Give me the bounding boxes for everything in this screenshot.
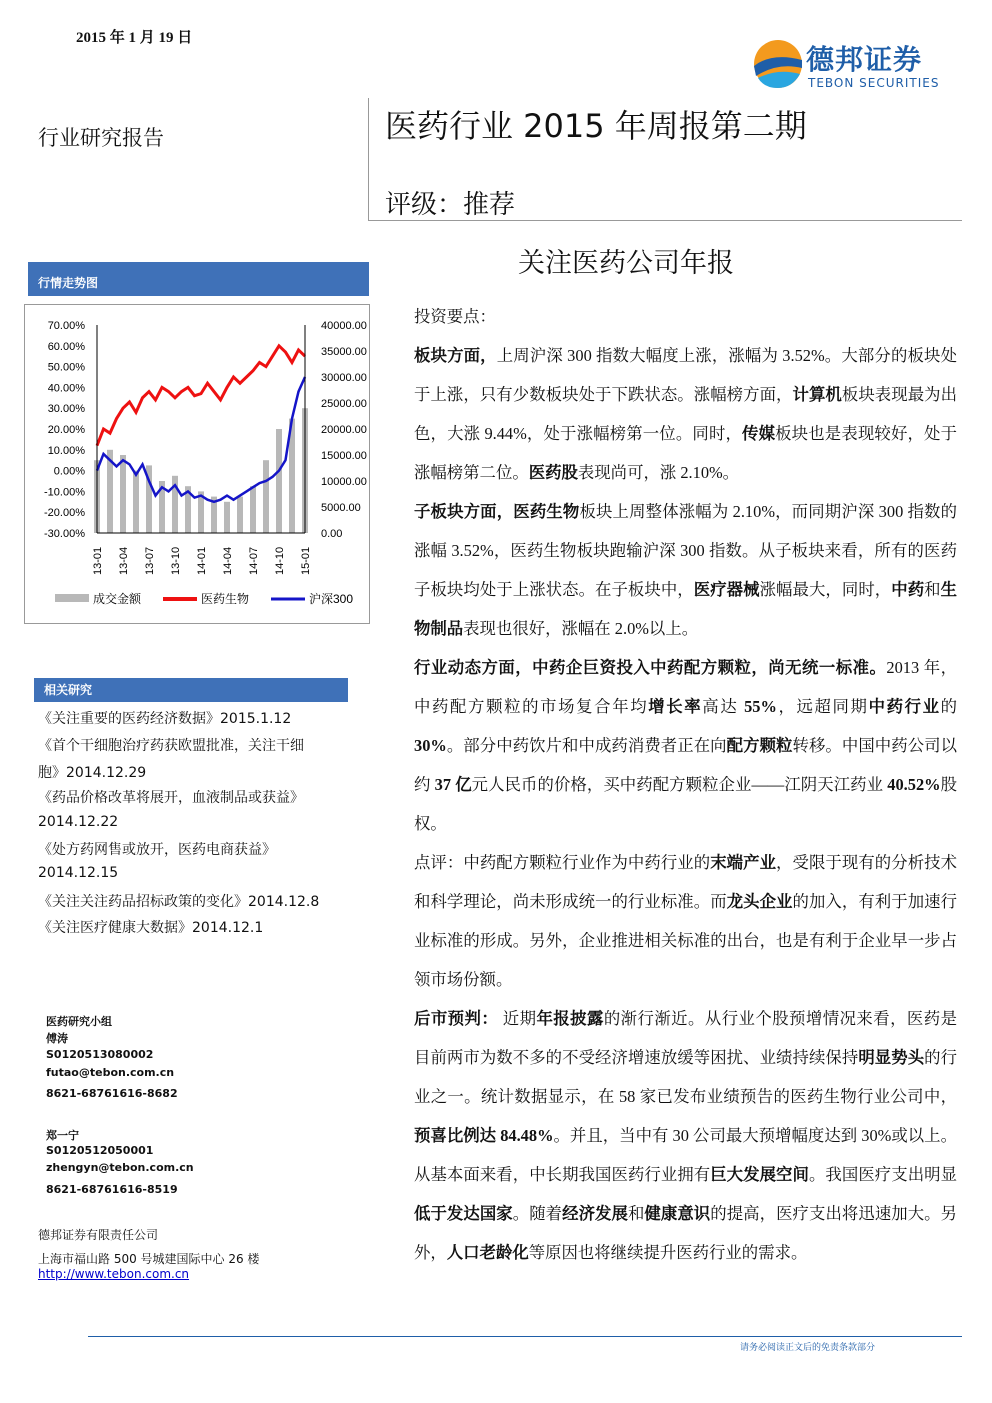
brand-name-cn: 德邦证券: [806, 43, 923, 76]
footer-divider: [88, 1336, 962, 1337]
bold-text: 37 亿: [434, 775, 472, 794]
body-paragraph-comment: [379, 843, 957, 999]
bold-text: 子板块方面，: [414, 502, 514, 521]
text: 。我国医疗支出明显: [808, 1165, 958, 1184]
bold-text: 健康意识: [644, 1204, 711, 1223]
report-date: 2015 年 1 月 19 日: [76, 30, 193, 46]
body-paragraph-industry: [379, 648, 957, 843]
x-tick-label: 14-04: [222, 546, 234, 575]
y-right-tick-label: 30000.00: [321, 372, 367, 384]
tebon-logo-icon: [752, 38, 804, 90]
x-tick-label: 14-01: [196, 546, 208, 575]
text: ，受限于现有的分析技术和科学理论，尚未形成统一的行业标准。而: [414, 853, 958, 911]
x-tick-label: 13-10: [170, 546, 182, 575]
company-name: 德邦证券有限责任公司: [38, 1228, 159, 1242]
brand-name-en: TEBON SECURITIES: [808, 76, 940, 90]
market-trend-chart: [24, 304, 370, 624]
bold-text: 龙头企业: [726, 892, 793, 911]
volume-bar: [133, 471, 139, 533]
analyst-name: 郑一宁: [46, 1129, 79, 1142]
volume-bar: [120, 455, 126, 533]
analyst-name: 傅涛: [46, 1032, 68, 1045]
report-subtitle: 关注医药公司年报: [518, 248, 734, 279]
y-right-tick-label: 25000.00: [321, 398, 367, 410]
bold-text: 预喜比例达 84.48%: [414, 1126, 554, 1145]
analyst-phone: 8621-68761616-8682: [46, 1087, 178, 1100]
y-left-tick-label: 20.00%: [47, 424, 85, 436]
text: 近期: [498, 1009, 537, 1028]
company-address: 上海市福山路 500 号城建国际中心 26 楼: [38, 1252, 260, 1266]
bold-text: 行业动态方面，中药企巨资投入中药配方颗粒，尚无统一标准。: [414, 658, 887, 677]
text: 的加入，有利于加速行业标准的形成。另外，企业推进相关标准的出台，也是有利于企业早一步占领市场份额。: [414, 892, 958, 989]
bold-text: 医药生物: [513, 502, 580, 521]
text: 的行业之一。统计数据显示，在 58 家已发布业绩预告的医药生物行业公司中，: [414, 1048, 958, 1106]
text: 元人民币的价格，买中药配方颗粒企业——江阴天江药业: [471, 775, 888, 794]
series-line-csi300: [97, 377, 305, 502]
related-item[interactable]: 2014.12.15: [38, 865, 119, 881]
company-website-link[interactable]: http://www.tebon.com.cn: [38, 1267, 190, 1281]
bold-text: 医药股: [528, 463, 578, 482]
volume-bar: [250, 486, 256, 533]
x-tick-label: 13-04: [118, 546, 130, 575]
bold-text: 巨大发展空间: [710, 1165, 809, 1184]
y-left-tick-label: -30.00%: [44, 528, 85, 540]
y-right-tick-label: 0.00: [321, 528, 343, 540]
text: 的渐行渐近。从行业个股预增情况来看，医药是目前两市为数不多的不受经济增速放缓等困扰、业绩持续保持: [414, 1009, 958, 1067]
related-item[interactable]: 胞》2014.12.29: [38, 765, 147, 781]
related-item[interactable]: 《关注医疗健康大数据》2014.12.1: [38, 920, 264, 936]
footer-disclaimer: 请务必阅读正文后的免责条款部分: [740, 1343, 876, 1353]
bold-text: 年报披露: [536, 1009, 604, 1028]
related-research-heading: 相关研究: [34, 678, 348, 702]
y-left-tick-label: 50.00%: [47, 361, 85, 374]
y-left-tick-label: 70.00%: [47, 320, 85, 332]
volume-bar: [276, 429, 282, 533]
investment-points-label: 投资要点：: [414, 307, 496, 326]
rating: 评级：推荐: [385, 190, 516, 220]
text: 的: [940, 697, 958, 716]
text: 涨幅最大，同时，: [759, 580, 892, 599]
chart-section-heading: 行情走势图: [28, 262, 369, 296]
report-type: 行业研究报告: [38, 126, 164, 150]
page-title: 医药行业 2015 年周报第二期: [385, 107, 807, 145]
text: 2013 年，中药配方颗粒的市场复合年均: [414, 658, 957, 716]
y-right-tick-label: 10000.00: [321, 476, 367, 488]
volume-bar: [237, 497, 243, 533]
text: 。随着: [512, 1204, 563, 1223]
y-left-tick-label: 30.00%: [47, 403, 85, 416]
y-left-tick-label: 0.00%: [53, 465, 85, 478]
analyst-email[interactable]: futao@tebon.com.cn: [46, 1066, 175, 1079]
text: 转移。中国中药公司以约: [414, 736, 958, 794]
y-right-tick-label: 15000.00: [321, 450, 367, 462]
text: 板块表现最为出色，大涨 9.44%，处于涨幅榜第一位。同时，: [414, 385, 958, 443]
related-item[interactable]: 《首个干细胞治疗药获欧盟批准，关注干细: [38, 738, 304, 754]
header-divider-vertical: [368, 98, 369, 220]
bold-text: 明显势头: [858, 1048, 925, 1067]
bold-text: 55%: [744, 697, 777, 716]
x-tick-label: 14-07: [248, 546, 260, 575]
body-paragraph-subsector: [379, 492, 957, 648]
bold-text: 计算机: [792, 385, 842, 404]
related-item[interactable]: 《处方药网售或放开，医药电商获益》: [38, 842, 276, 858]
x-tick-label: 15-01: [300, 546, 312, 575]
body-paragraph-sector: [379, 336, 957, 492]
text: 和: [924, 580, 941, 599]
x-tick-label: 14-10: [274, 546, 286, 575]
text: 。部分中药饮片和中成药消费者正在向: [446, 736, 727, 755]
text: 和: [627, 1204, 645, 1223]
related-item[interactable]: 2014.12.22: [38, 814, 119, 830]
y-left-tick-label: 60.00%: [47, 340, 85, 353]
legend-label: 成交金额: [93, 592, 142, 606]
y-right-tick-label: 5000.00: [321, 502, 361, 514]
y-left-tick-label: 40.00%: [47, 382, 85, 395]
y-right-tick-label: 20000.00: [321, 424, 367, 436]
x-tick-label: 13-07: [144, 546, 156, 575]
team-name: 医药研究小组: [46, 1015, 112, 1028]
analyst-phone: 8621-68761616-8519: [46, 1183, 178, 1196]
y-left-tick-label: -10.00%: [44, 486, 85, 499]
bold-text: 医疗器械: [693, 580, 760, 599]
bold-text: 配方颗粒: [726, 736, 793, 755]
text: 。并且，当中有 30 公司最大预增幅度达到 30%或以上。从基本面来看，中长期我国医药行业拥有: [414, 1126, 957, 1184]
bold-text: 增长率: [648, 697, 703, 716]
y-left-tick-label: 10.00%: [47, 444, 85, 457]
volume-bar: [263, 460, 269, 533]
bold-text: 末端产业: [710, 853, 777, 872]
text: 板块上周整体涨幅为 2.10%，而同期沪深 300 指数的涨幅 3.52%，医药生物板块跑输沪深 300 指数。从子板块来看，所有的医药子板块均处于上涨状态。在子板块中，: [414, 502, 957, 599]
text: 板块也是表现较好，处于涨幅榜第二位。: [414, 424, 957, 482]
y-right-tick-label: 35000.00: [321, 346, 367, 358]
bold-text: 生物制品: [414, 580, 958, 638]
bold-text: 经济发展: [562, 1204, 628, 1223]
text: 点评：中药配方颗粒行业作为中药行业的: [414, 853, 711, 872]
legend-label: 医药生物: [201, 592, 250, 606]
text: 表现也很好，涨幅在 2.0%以上。: [463, 619, 699, 638]
bold-text: 传媒: [742, 424, 776, 443]
text: ，远超同期: [776, 697, 869, 716]
bold-text: 人口老龄化: [446, 1243, 529, 1262]
y-left-tick-label: -20.00%: [44, 507, 85, 520]
bold-text: 中药行业: [868, 697, 941, 716]
text: 高达: [702, 697, 745, 716]
analyst-id: S0120513080002: [46, 1048, 154, 1061]
bold-text: 低于发达国家: [414, 1204, 513, 1223]
x-tick-label: 13-01: [92, 546, 104, 575]
text: 等原因也将继续提升医药行业的需求。: [528, 1243, 808, 1262]
bold-text: 板块方面，: [414, 346, 497, 365]
analyst-email[interactable]: zhengyn@tebon.com.cn: [46, 1161, 194, 1174]
chart-svg: [25, 305, 371, 625]
analyst-id: S0120512050001: [46, 1144, 154, 1157]
bold-text: 中药: [891, 580, 925, 599]
text: 股权。: [414, 775, 958, 833]
text: 的提高，医疗支出将迅速加大。另外，: [414, 1204, 958, 1262]
bold-text: 40.52%: [887, 775, 941, 794]
related-item[interactable]: 《关注关注药品招标政策的变化》2014.12.8: [38, 894, 320, 910]
series-line-pharma: [97, 346, 305, 446]
tebon-logo: [752, 38, 952, 94]
y-right-tick-label: 40000.00: [321, 320, 367, 332]
text: 表现尚可，涨 2.10%。: [577, 463, 740, 482]
legend-label: 沪深300: [309, 592, 354, 606]
bold-text: 30%: [414, 736, 447, 755]
legend-swatch-volume: [55, 594, 89, 602]
volume-bar: [224, 502, 230, 533]
text: 上周沪深 300 指数大幅度上涨，涨幅为 3.52%。大部分的板块处于上涨，只有少数板块处于下跌状态。涨幅榜方面，: [414, 346, 957, 404]
related-item[interactable]: 《药品价格改革将展开，血液制品或获益》: [38, 790, 304, 806]
related-item[interactable]: 《关注重要的医药经济数据》2015.1.12: [38, 711, 292, 727]
body-paragraph-outlook: [379, 999, 957, 1272]
body-paragraph: [379, 297, 957, 336]
bold-text: 后市预判：: [414, 1009, 499, 1028]
